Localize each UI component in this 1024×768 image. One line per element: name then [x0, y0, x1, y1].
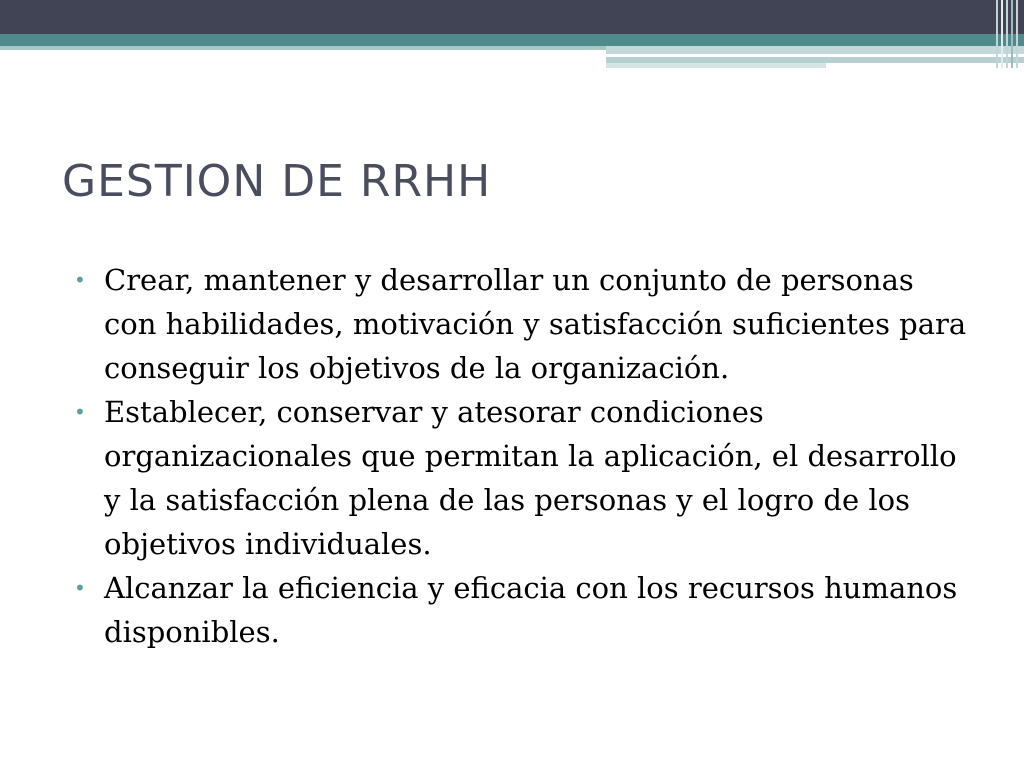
- list-item: [74, 566, 974, 654]
- bullet-icon: •: [74, 576, 86, 600]
- slide-title: GESTION DE RRHH: [62, 156, 492, 207]
- header-band-light: [606, 63, 826, 68]
- bullet-list: [74, 258, 974, 654]
- bullet-icon: •: [74, 268, 86, 292]
- header-band-dark: [0, 0, 1024, 34]
- bullet-text: Establecer, conservar y atesorar condiciones organizacionales que permitan la aplicación, el desarrollo y la satisfacción plena de las personas y el logro de los objetivos individuales.: [104, 395, 957, 561]
- header-band-teal: [0, 34, 1024, 46]
- bullet-icon: •: [74, 400, 86, 424]
- list-item: [74, 390, 974, 566]
- header-band-light: [0, 46, 606, 50]
- header-stripes: [996, 0, 1018, 68]
- bullet-text: Alcanzar la eficiencia y eficacia con los recursos humanos disponibles.: [104, 571, 958, 649]
- bullet-text: Crear, mantener y desarrollar un conjunto de personas con habilidades, motivación y satisfacción suficientes para conseguir los objetivos de la organización.: [104, 263, 967, 385]
- header-band-light: [606, 46, 1024, 54]
- list-item: [74, 258, 974, 390]
